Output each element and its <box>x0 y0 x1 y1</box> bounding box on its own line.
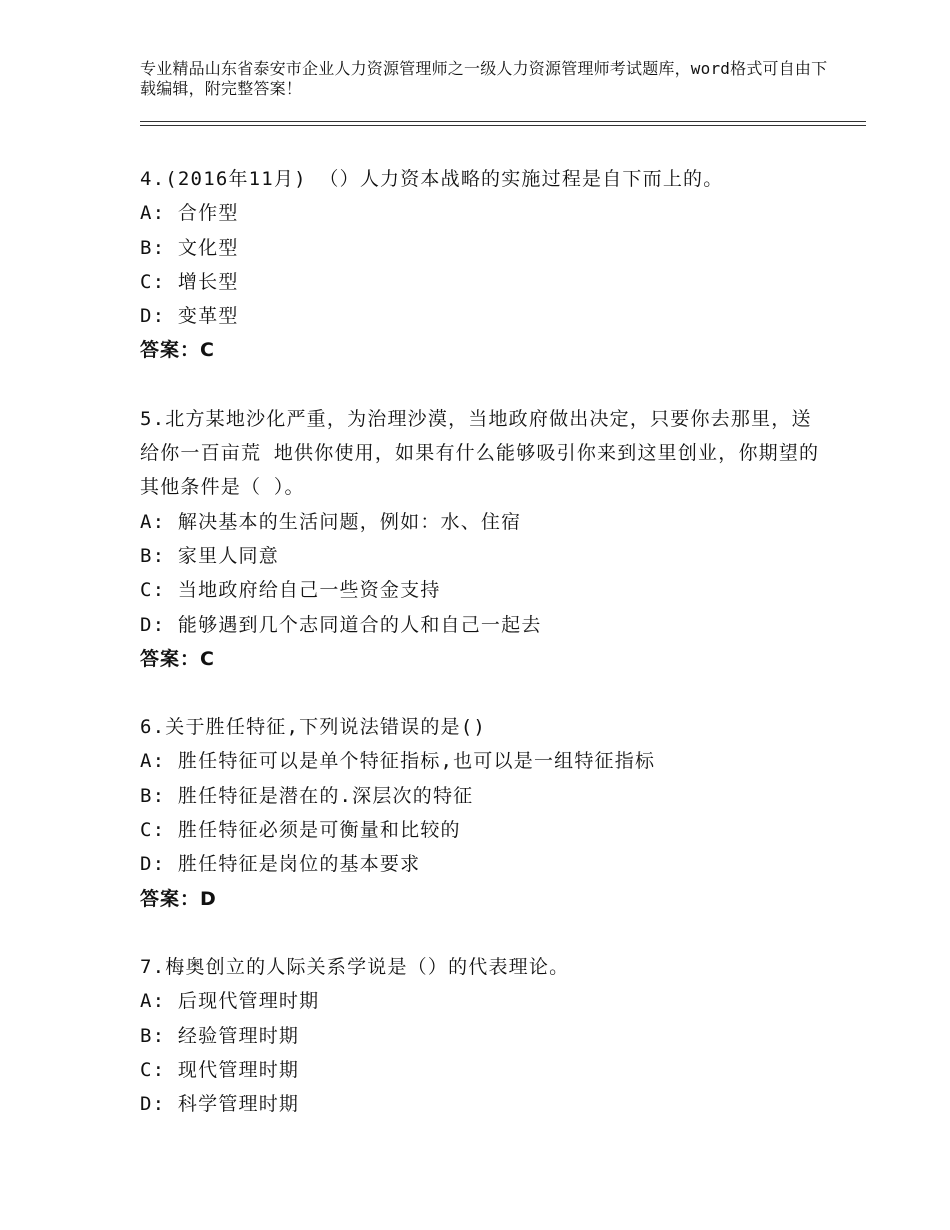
option-c: C: 胜任特征必须是可衡量和比较的 <box>140 819 461 842</box>
header-rule-top <box>140 121 866 122</box>
option-d: D: 能够遇到几个志同道合的人和自己一起去 <box>140 613 542 636</box>
document-header: 专业精品山东省泰安市企业人力资源管理师之一级人力资源管理师考试题库，word格式可自由下载编辑，附完整答案！ <box>140 59 828 98</box>
question-list <box>140 162 830 1155</box>
option-a: A: 后现代管理时期 <box>140 990 320 1013</box>
question-5 <box>140 402 830 676</box>
header-rule-bottom <box>140 125 866 126</box>
option-b: B: 家里人同意 <box>140 544 279 567</box>
option-b: B: 胜任特征是潜在的.深层次的特征 <box>140 784 474 807</box>
question-stem: 6.关于胜任特征,下列说法错误的是() <box>140 716 486 739</box>
question-7 <box>140 950 830 1121</box>
question-stem: 4.(2016年11月) （）人力资本战略的实施过程是自下而上的。 <box>140 168 724 190</box>
option-a: A: 合作型 <box>140 202 239 225</box>
option-d: D: 变革型 <box>140 305 239 328</box>
option-c: C: 增长型 <box>140 270 239 293</box>
question-stem: 5.北方某地沙化严重，为治理沙漠，当地政府做出决定，只要你去那里，送给你一百亩荒 地供你使用，如果有什么能够吸引你来到这里创业，你期望的其他条件是（ ）。 <box>140 407 820 499</box>
answer-label: 答案：C <box>140 339 215 362</box>
option-a: A: 胜任特征可以是单个特征指标,也可以是一组特征指标 <box>140 750 656 773</box>
option-b: B: 经验管理时期 <box>140 1024 300 1047</box>
question-stem: 7.梅奥创立的人际关系学说是（）的代表理论。 <box>140 955 570 978</box>
option-d: D: 科学管理时期 <box>140 1093 300 1116</box>
option-c: C: 当地政府给自己一些资金支持 <box>140 579 441 602</box>
answer-label: 答案：C <box>140 647 215 670</box>
option-a: A: 解决基本的生活问题，例如：水、住宿 <box>140 510 522 533</box>
option-b: B: 文化型 <box>140 236 239 259</box>
option-d: D: 胜任特征是岗位的基本要求 <box>140 853 421 876</box>
answer-label: 答案：D <box>140 887 217 910</box>
question-6 <box>140 710 830 916</box>
option-c: C: 现代管理时期 <box>140 1058 300 1081</box>
question-4 <box>140 162 830 368</box>
